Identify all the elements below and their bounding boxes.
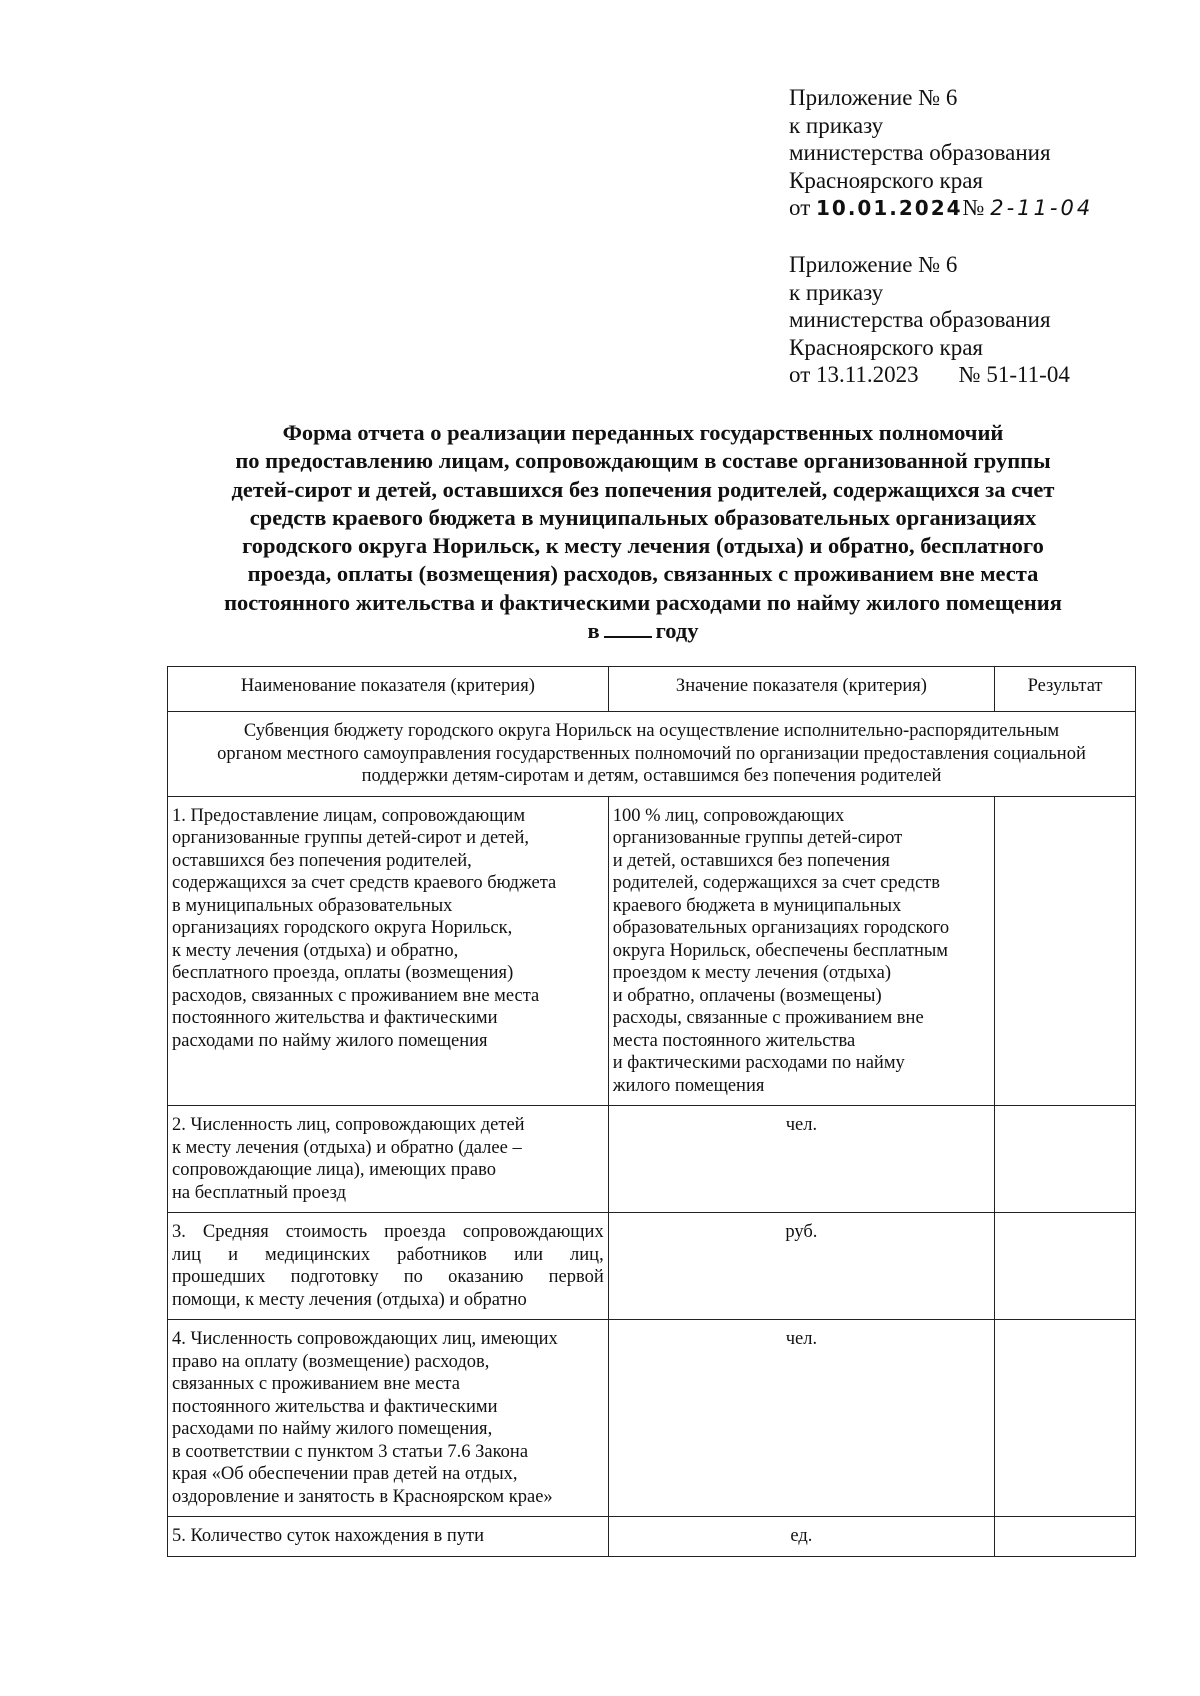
indicator-name-cell xyxy=(168,1106,609,1213)
appendix-1-date-prefix: от xyxy=(789,195,811,220)
result-cell[interactable] xyxy=(995,796,1136,1106)
indicator-name-line: оставшихся без попечения родителей, xyxy=(172,850,472,871)
indicator-value-line: проездом к месту лечения (отдыха) xyxy=(612,963,891,983)
appendix-block-1 xyxy=(789,84,1093,223)
appendix-2-title: Приложение № 6 xyxy=(789,252,958,277)
indicator-name-line: бесплатного проезда, оплаты (возмещения) xyxy=(172,963,514,983)
indicator-name-line: сопровождающие лица), имеющих право xyxy=(172,1160,497,1180)
indicator-name-line: расходами по найму жилого помещения, xyxy=(172,1419,493,1439)
year-blank-field[interactable] xyxy=(604,618,652,638)
indicator-unit-cell: чел. xyxy=(608,1320,994,1517)
result-cell[interactable] xyxy=(995,1106,1136,1213)
table-subheader-row xyxy=(168,712,1136,797)
indicator-name-line: лиц и медицинских работников или лиц, xyxy=(172,1244,604,1265)
indicator-value-line: и детей, оставшихся без попечения xyxy=(612,850,890,871)
subvention-line: поддержки детям-сиротам и детям, оставшимся без попечения родителей xyxy=(361,766,942,786)
indicator-name-line: 3. Средняя стоимость проезда сопровождающих xyxy=(172,1222,604,1242)
indicator-value-line: организованные группы детей-сирот xyxy=(612,828,903,848)
form-title-line: детей-сирот и детей, оставшихся без попечения родителей, содержащихся за счет xyxy=(231,476,1055,502)
indicator-name-line: края «Об обеспечении прав детей на отдых, xyxy=(172,1464,518,1484)
header-indicator-name: Наименование показателя (критерия) xyxy=(168,667,609,712)
table-row xyxy=(168,1517,1136,1557)
indicator-name-line: постоянного жительства и фактическими xyxy=(172,1008,498,1028)
indicator-name-line: организованные группы детей-сирот и детей, xyxy=(172,828,530,848)
form-title xyxy=(160,419,1126,645)
indicator-name-line: 1. Предоставление лицам, сопровождающим xyxy=(172,805,526,826)
table-row xyxy=(168,1213,1136,1320)
indicator-name-line: содержащихся за счет средств краевого бюджета xyxy=(172,873,557,893)
appendix-1-line4: Красноярского края xyxy=(789,167,983,193)
result-cell[interactable] xyxy=(995,1517,1136,1557)
indicator-name-cell xyxy=(168,1213,609,1320)
table-row xyxy=(168,1320,1136,1517)
indicator-name-line: расходов, связанных с проживанием вне места xyxy=(172,985,540,1006)
appendix-1-title: Приложение № 6 xyxy=(789,85,958,110)
appendix-2-line4: Красноярского края xyxy=(789,334,983,360)
header-indicator-value: Значение показателя (критерия) xyxy=(608,667,994,712)
result-cell[interactable] xyxy=(995,1213,1136,1320)
form-title-line: постоянного жительства и фактическими расходами по найму жилого помещения xyxy=(224,589,1062,615)
indicator-value-line: жилого помещения xyxy=(612,1075,765,1096)
indicator-name-line: 5. Количество суток нахождения в пути xyxy=(172,1526,485,1546)
indicator-value-line: округа Норильск, обеспечены бесплатным xyxy=(612,940,948,961)
appendix-block-2 xyxy=(789,251,1070,389)
subvention-line: Субвенция бюджету городского округа Норильск на осуществление исполнительно-распорядительным xyxy=(243,721,1060,741)
form-title-line: средств краевого бюджета в муниципальных образовательных организациях xyxy=(249,504,1037,530)
indicator-name-line: в соответствии с пунктом 3 статьи 7.6 Закона xyxy=(172,1441,529,1462)
appendix-2-date: от 13.11.2023 xyxy=(789,362,919,387)
indicator-name-line: 4. Численность сопровождающих лиц, имеющих xyxy=(172,1329,558,1349)
result-cell[interactable] xyxy=(995,1320,1136,1517)
table-row xyxy=(168,1106,1136,1213)
indicator-name-line: право на оплату (возмещение) расходов, xyxy=(172,1351,490,1372)
subvention-line: органом местного самоуправления государственных полномочий по организации предоставления социальной xyxy=(217,743,1086,764)
appendix-1-line3: министерства образования xyxy=(789,140,1051,165)
indicator-value-line: расходы, связанные с проживанием вне xyxy=(612,1008,924,1028)
indicator-name-line: помощи, к месту лечения (отдыха) и обратно xyxy=(172,1289,527,1310)
appendix-1-handwritten-date: 10.01.2024 xyxy=(816,196,963,220)
year-suffix: году xyxy=(655,618,699,644)
form-title-line: по предоставлению лицам, сопровождающим в составе организованной группы xyxy=(235,448,1051,474)
appendix-1-number-prefix: № xyxy=(962,195,985,220)
appendix-1-date-line xyxy=(789,194,1093,223)
indicator-value-line: краевого бюджета в муниципальных xyxy=(612,895,902,916)
indicator-name-line: связанных с проживанием вне места xyxy=(172,1374,460,1394)
form-title-year-line xyxy=(160,617,1126,645)
indicator-name-line: в муниципальных образовательных xyxy=(172,895,453,916)
form-title-line: Форма отчета о реализации переданных государственных полномочий xyxy=(282,420,1004,445)
indicator-unit-cell: руб. xyxy=(608,1213,994,1320)
form-title-line: городского округа Норильск, к месту лечения (отдыха) и обратно, бесплатного xyxy=(242,533,1044,559)
indicator-name-line: к месту лечения (отдыха) и обратно (далее – xyxy=(172,1137,522,1158)
indicator-name-cell xyxy=(168,1320,609,1517)
indicator-value-line: 100 % лиц, сопровождающих xyxy=(612,805,845,826)
indicator-name-line: 2. Численность лиц, сопровождающих детей xyxy=(172,1115,525,1135)
indicator-name-cell xyxy=(168,1517,609,1557)
appendix-2-line2: к приказу xyxy=(789,279,884,305)
appendix-1-line2: к приказу xyxy=(789,112,884,138)
report-table xyxy=(167,666,1136,1557)
indicator-name-line: прошедших подготовку по оказанию первой xyxy=(172,1267,604,1287)
appendix-2-line3: министерства образования xyxy=(789,307,1051,332)
indicator-unit-cell: чел. xyxy=(608,1106,994,1213)
table-row xyxy=(168,796,1136,1106)
subvention-description xyxy=(168,712,1136,797)
header-result: Результат xyxy=(995,667,1136,712)
indicator-name-cell xyxy=(168,796,609,1106)
appendix-2-date-line xyxy=(789,361,1070,389)
indicator-name-line: постоянного жительства и фактическими xyxy=(172,1396,498,1417)
indicator-name-line: расходами по найму жилого помещения xyxy=(172,1030,488,1051)
appendix-2-number: № 51-11-04 xyxy=(958,362,1070,387)
indicator-value-line: родителей, содержащихся за счет средств xyxy=(612,873,940,893)
year-prefix: в xyxy=(587,618,600,644)
indicator-name-line: оздоровление и занятость в Красноярском крае» xyxy=(172,1486,553,1507)
table-header-row xyxy=(168,667,1136,712)
indicator-value-cell xyxy=(608,796,994,1106)
indicator-value-line: образовательных организациях городского xyxy=(612,918,950,938)
indicator-value-line: и обратно, оплачены (возмещены) xyxy=(612,985,882,1006)
appendix-1-handwritten-number: 2-11-04 xyxy=(990,196,1094,220)
indicator-value-line: и фактическими расходами по найму xyxy=(612,1053,905,1073)
indicator-value-line: места постоянного жительства xyxy=(612,1030,856,1051)
form-title-line: проезда, оплаты (возмещения) расходов, связанных с проживанием вне места xyxy=(247,561,1039,587)
indicator-unit-cell: ед. xyxy=(608,1517,994,1557)
indicator-name-line: организациях городского округа Норильск, xyxy=(172,918,513,938)
indicator-name-line: к месту лечения (отдыха) и обратно, xyxy=(172,940,459,961)
indicator-name-line: на бесплатный проезд xyxy=(172,1182,347,1203)
